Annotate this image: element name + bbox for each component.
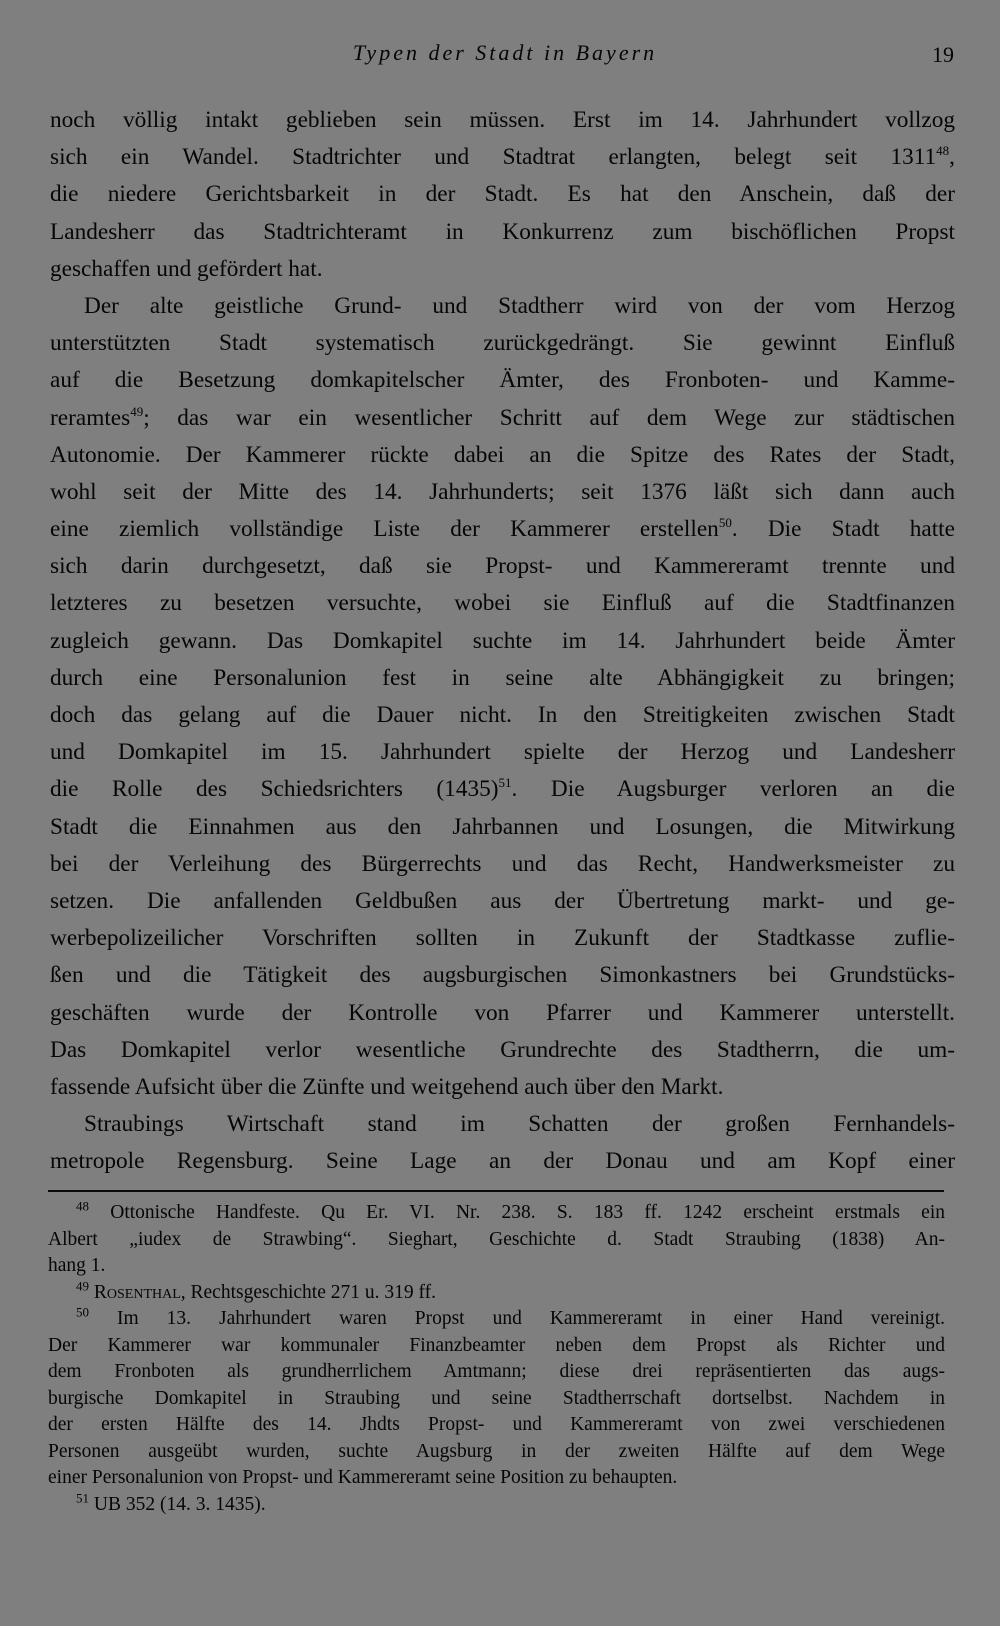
footnote-number: 48	[76, 1198, 89, 1214]
text-line: reramtes$^{49}$; das war ein wesentlicher Schritt auf dem Wege zur städtischen	[50, 403, 955, 431]
text-line: setzen. Die anfallenden Geldbußen aus der Übertretung markt- und ge-	[50, 887, 955, 914]
footnote-50: $^{50}$ Im 13. Jahrhundert waren Propst und Kammereramt in einer Hand vereinigt.	[76, 1304, 945, 1329]
text-line: Autonomie. Der Kammerer rückte dabei an die Spitze des Rates der Stadt,	[50, 441, 955, 468]
text-line: Das Domkapitel verlor wesentliche Grundrechte des Stadtherrn, die um-	[50, 1036, 955, 1063]
text-line: geschaffen und gefördert hat.	[50, 255, 323, 282]
footnote-line: burgische Domkapitel in Straubing und seine Stadtherrschaft dortselbst. Nachdem in	[48, 1387, 945, 1409]
text-line: ßen und die Tätigkeit des augsburgischen Simonkastners bei Grundstücks-	[50, 962, 955, 989]
text-line: werbepolizeilicher Vorschriften sollten in Zukunft der Stadtkasse zuflie-	[50, 925, 955, 952]
text-line: zugleich gewann. Das Domkapitel suchte im 14. Jahrhundert beide Ämter	[50, 627, 955, 654]
text-line: Stadt die Einnahmen aus den Jahrbannen und Losungen, die Mitwirkung	[50, 813, 955, 840]
footnote-line: hang 1.	[48, 1255, 106, 1276]
footnote-line: Der Kammerer war kommunaler Finanzbeamter neben dem Propst als Richter und	[48, 1334, 945, 1356]
text-line: noch völlig intakt geblieben sein müssen. Erst im 14. Jahrhundert vollzog	[50, 107, 955, 133]
text-line: Der alte geistliche Grund- und Stadtherr wird von der vom Herzog	[84, 292, 955, 319]
footnote-line: Albert „iudex de Strawbing“. Sieghart, Geschichte d. Stadt Straubing (1838) An-	[48, 1228, 945, 1250]
footnotes	[48, 1200, 945, 1518]
footnote-line: dem Fronboten als grundherrlichem Amtmann; diese drei repräsentierten das augs-	[48, 1361, 945, 1382]
page-number: 19	[932, 42, 954, 67]
body-text	[50, 102, 955, 1180]
text-line: die niedere Gerichtsbarkeit in der Stadt. Es hat den Anschein, daß der	[50, 181, 955, 208]
text-line: und Domkapitel im 15. Jahrhundert spielte der Herzog und Landesherr	[50, 739, 955, 766]
text-line: bei der Verleihung des Bürgerrechts und das Recht, Handwerksmeister zu	[50, 850, 955, 877]
footnote-number: 49	[76, 1278, 89, 1293]
text-line: sich ein Wandel. Stadtrichter und Stadtrat erlangten, belegt seit 1311$^{48}$,	[50, 143, 955, 171]
text-line: letzteres zu besetzen versuchte, wobei sie Einfluß auf die Stadtfinanzen	[50, 590, 955, 617]
footnote-ref[interactable]: 50	[718, 515, 732, 531]
text-line: doch das gelang auf die Dauer nicht. In den Streitigkeiten zwischen Stadt	[50, 702, 955, 728]
text-line: die Rolle des Schiedsrichters $(1435)^{51}$. Die Augsburger verloren an die	[50, 775, 955, 803]
footnote-48: $^{48}$ Ottonische Handfeste. Qu Er. VI. Nr. 238. S. 183 ff. 1242 erscheint erstmals ein	[76, 1198, 945, 1223]
footnote-divider	[48, 1190, 944, 1192]
running-head	[50, 40, 960, 76]
footnote-ref[interactable]: 48	[936, 143, 950, 159]
running-title: Typen der Stadt in Bayern	[352, 40, 658, 65]
text-line: durch eine Personalunion fest in seine alte Abhängigkeit zu bringen;	[50, 664, 955, 691]
text-line: auf die Besetzung domkapitelscher Ämter, des Fronboten- und Kamme-	[50, 367, 955, 394]
text-line: Landesherr das Stadtrichteramt in Konkurrenz zum bischöflichen Propst	[50, 218, 955, 245]
footnote-line: Personen ausgeübt wurden, suchte Augsburg in der zweiten Hälfte auf dem Wege	[48, 1440, 945, 1462]
text-line: metropole Regensburg. Seine Lage an der Donau und am Kopf einer	[50, 1148, 955, 1175]
footnote-line: der ersten Hälfte des 14. Jhdts Propst- und Kammereramt von zwei verschiedenen	[48, 1414, 945, 1435]
footnote-49: $^{49}$ Rosenthal, Rechtsgeschichte 271 u. 319 ff.	[76, 1278, 437, 1303]
footnote-ref[interactable]: 49	[130, 403, 144, 419]
text-line: Straubings Wirtschaft stand im Schatten der großen Fernhandels-	[84, 1111, 955, 1138]
text-line: sich darin durchgesetzt, daß sie Propst- und Kammereramt trennte und	[50, 553, 955, 580]
footnote-number: 51	[76, 1490, 89, 1505]
text-line: fassende Aufsicht über die Zünfte und weitgehend auch über den Markt.	[50, 1073, 724, 1100]
footnote-number: 50	[76, 1304, 89, 1320]
footnote-51: $^{51}$ UB 352 (14. 3. 1435).	[76, 1490, 266, 1515]
text-line: unterstützten Stadt systematisch zurückgedrängt. Sie gewinnt Einfluß	[50, 330, 955, 357]
text-line: eine ziemlich vollständige Liste der Kammerer erstellen$^{50}$. Die Stadt hatte	[50, 515, 955, 543]
text-line: wohl seit der Mitte des 14. Jahrhunderts; seit 1376 läßt sich dann auch	[50, 478, 955, 505]
footnote-ref[interactable]: 51	[498, 775, 512, 791]
footnote-line: einer Personalunion von Propst- und Kammereramt seine Position zu behaupten.	[48, 1467, 678, 1488]
text-line: geschäften wurde der Kontrolle von Pfarrer und Kammerer unterstellt.	[50, 999, 955, 1026]
